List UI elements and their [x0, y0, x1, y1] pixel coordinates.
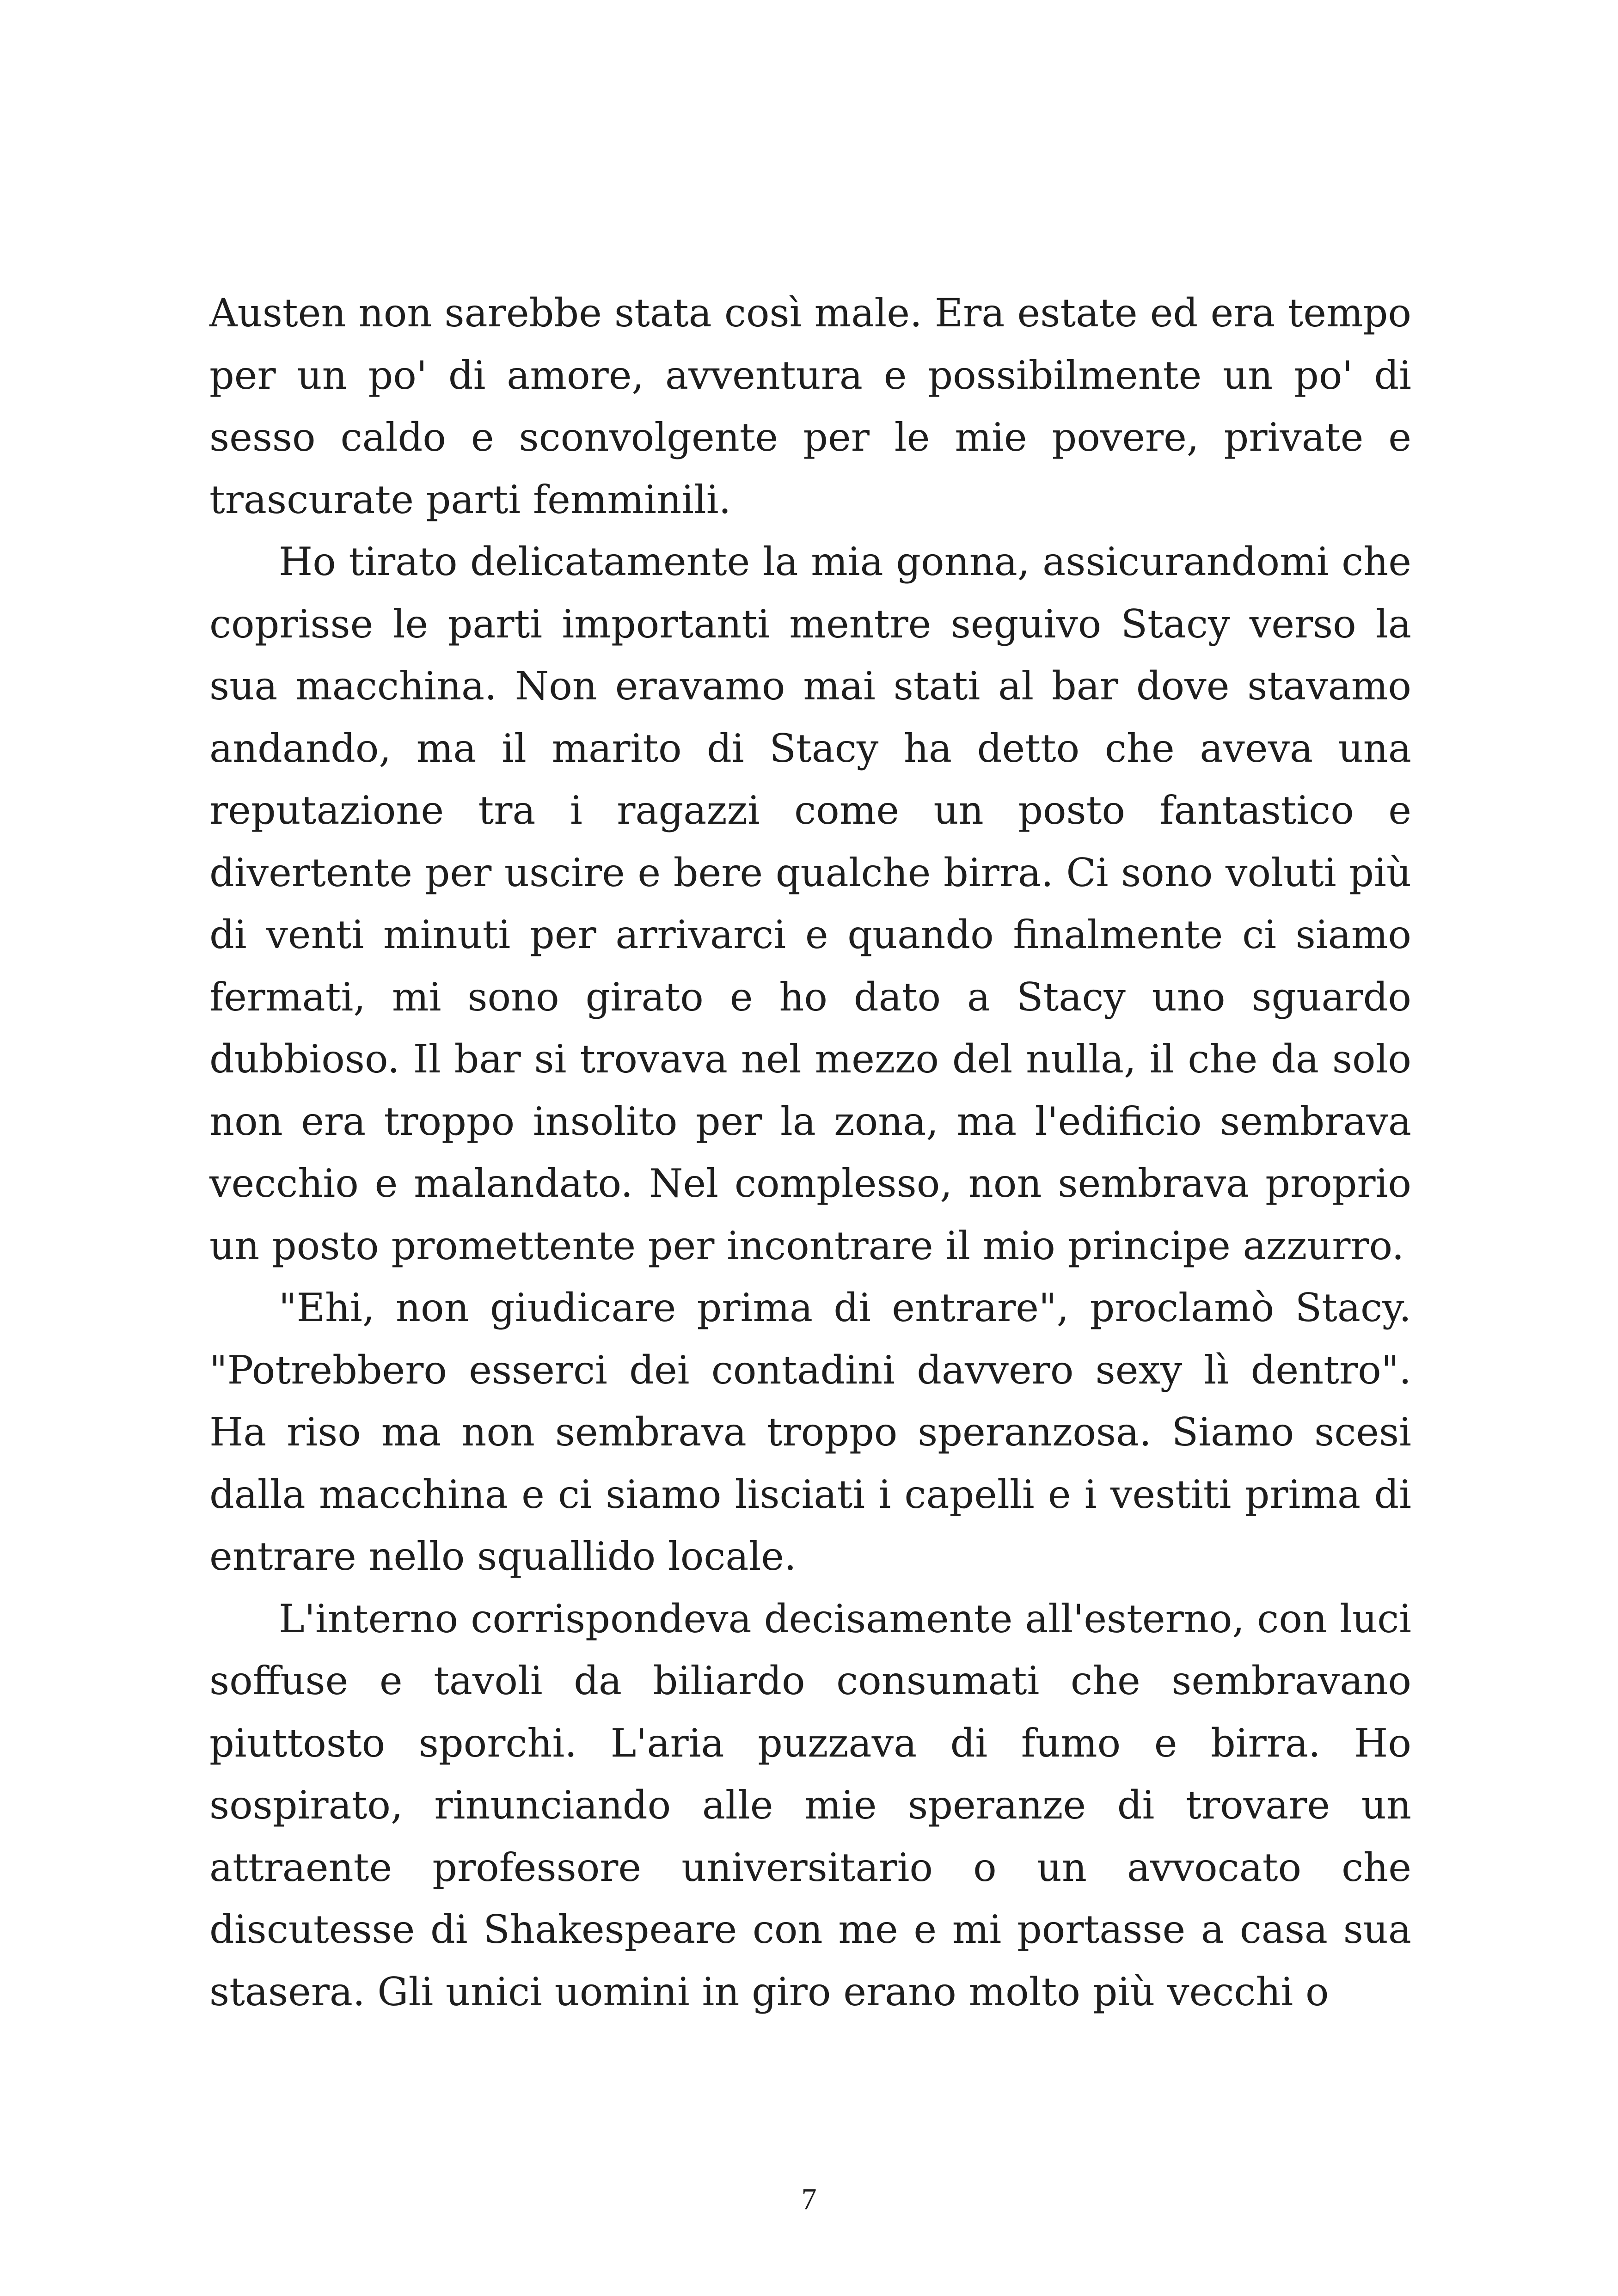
- paragraph-2: Ho tirato delicatamente la mia gonna, assicurandomi che coprisse le parti importanti mentre seguivo Stacy verso la sua macchina. Non eravamo mai stati al bar dove stavamo andando, ma il marito di Stacy ha detto che aveva una reputazione tra i ragazzi come un posto fantastico e divertente per uscire e bere qualche birra. Ci sono voluti più di venti minuti per arrivarci e quando finalmente ci siamo fermati, mi sono girato e ho dato a Stacy uno sguardo dubbioso. Il bar si trovava nel mezzo del nulla, il che da solo non era troppo insolito per la zona, ma l'edificio sembrava vecchio e malandato. Nel complesso, non sembrava proprio un posto promettente per incontrare il mio principe azzurro.: [209, 539, 1411, 1268]
- body-text: [209, 282, 1411, 2023]
- page-number: 7: [801, 2182, 817, 2216]
- paragraph-4: L'interno corrispondeva decisamente all'esterno, con luci soffuse e tavoli da biliardo consumati che sembravano piuttosto sporchi. L'aria puzzava di fumo e birra. Ho sospirato, rinunciando alle mie speranze di trovare un attraente professore universitario o un avvocato che discutesse di Shakespeare con me e mi portasse a casa sua stasera. Gli unici uomini in giro erano molto più vecchi o: [209, 1596, 1411, 2014]
- paragraph-3: "Ehi, non giudicare prima di entrare", proclamò Stacy. "Potrebbero esserci dei contadini davvero sexy lì dentro". Ha riso ma non sembrava troppo speranzosa. Siamo scesi dalla macchina e ci siamo lisciati i capelli e i vestiti prima di entrare nello squallido locale.: [209, 1285, 1411, 1579]
- paragraph-1: Austen non sarebbe stata così male. Era estate ed era tempo per un po' di amore, avventura e possibilmente un po' di sesso caldo e sconvolgente per le mie povere, private e trascurate parti femminili.: [209, 290, 1411, 522]
